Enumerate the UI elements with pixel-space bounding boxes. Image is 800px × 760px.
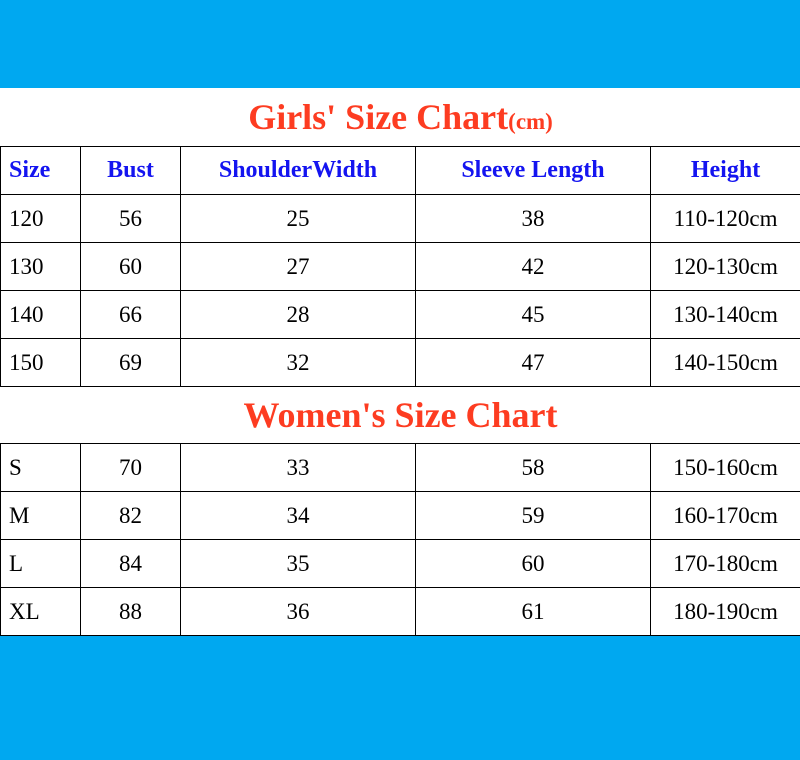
cell-size: 140 [1, 291, 81, 339]
table-row [1, 540, 800, 588]
cell-shoulder-width: 27 [181, 243, 416, 291]
cell-shoulder-width: 36 [181, 588, 416, 636]
girls-title-text: Girls' Size Chart [248, 97, 509, 137]
cell-size: 130 [1, 243, 81, 291]
cell-sleeve-length: 58 [416, 444, 651, 492]
womens-title-row [1, 387, 800, 444]
cell-bust: 56 [81, 195, 181, 243]
cell-height: 130-140cm [651, 291, 800, 339]
girls-header-row [1, 147, 800, 195]
column-header-shoulder-width: ShoulderWidth [181, 147, 416, 195]
cell-bust: 60 [81, 243, 181, 291]
cell-bust: 70 [81, 444, 181, 492]
size-chart-panel [0, 88, 800, 636]
cell-sleeve-length: 47 [416, 339, 651, 387]
cell-bust: 88 [81, 588, 181, 636]
column-header-sleeve-length: Sleeve Length [416, 147, 651, 195]
cell-bust: 66 [81, 291, 181, 339]
cell-size: 120 [1, 195, 81, 243]
cell-height: 180-190cm [651, 588, 800, 636]
girls-title-unit: (cm) [508, 109, 553, 134]
cell-size: M [1, 492, 81, 540]
table-row [1, 195, 800, 243]
cell-sleeve-length: 59 [416, 492, 651, 540]
cell-height: 160-170cm [651, 492, 800, 540]
cell-size: L [1, 540, 81, 588]
table-row [1, 339, 800, 387]
cell-sleeve-length: 42 [416, 243, 651, 291]
girls-title-row [1, 88, 800, 147]
cell-size: 150 [1, 339, 81, 387]
cell-size: S [1, 444, 81, 492]
cell-bust: 69 [81, 339, 181, 387]
table-row [1, 444, 800, 492]
womens-title-text: Women's Size Chart [243, 395, 558, 435]
column-header-bust: Bust [81, 147, 181, 195]
table-row [1, 243, 800, 291]
column-header-height: Height [651, 147, 800, 195]
cell-sleeve-length: 38 [416, 195, 651, 243]
cell-shoulder-width: 34 [181, 492, 416, 540]
table-row [1, 492, 800, 540]
cell-height: 170-180cm [651, 540, 800, 588]
column-header-size: Size [1, 147, 81, 195]
cell-bust: 82 [81, 492, 181, 540]
cell-sleeve-length: 60 [416, 540, 651, 588]
cell-height: 110-120cm [651, 195, 800, 243]
cell-sleeve-length: 61 [416, 588, 651, 636]
womens-title-cell [1, 387, 800, 444]
cell-shoulder-width: 33 [181, 444, 416, 492]
size-chart-table [0, 88, 800, 636]
cell-size: XL [1, 588, 81, 636]
cell-sleeve-length: 45 [416, 291, 651, 339]
cell-shoulder-width: 25 [181, 195, 416, 243]
cell-height: 140-150cm [651, 339, 800, 387]
cell-height: 150-160cm [651, 444, 800, 492]
cell-bust: 84 [81, 540, 181, 588]
girls-title-cell [1, 88, 800, 147]
cell-shoulder-width: 28 [181, 291, 416, 339]
cell-height: 120-130cm [651, 243, 800, 291]
cell-shoulder-width: 35 [181, 540, 416, 588]
cell-shoulder-width: 32 [181, 339, 416, 387]
table-row [1, 588, 800, 636]
table-row [1, 291, 800, 339]
